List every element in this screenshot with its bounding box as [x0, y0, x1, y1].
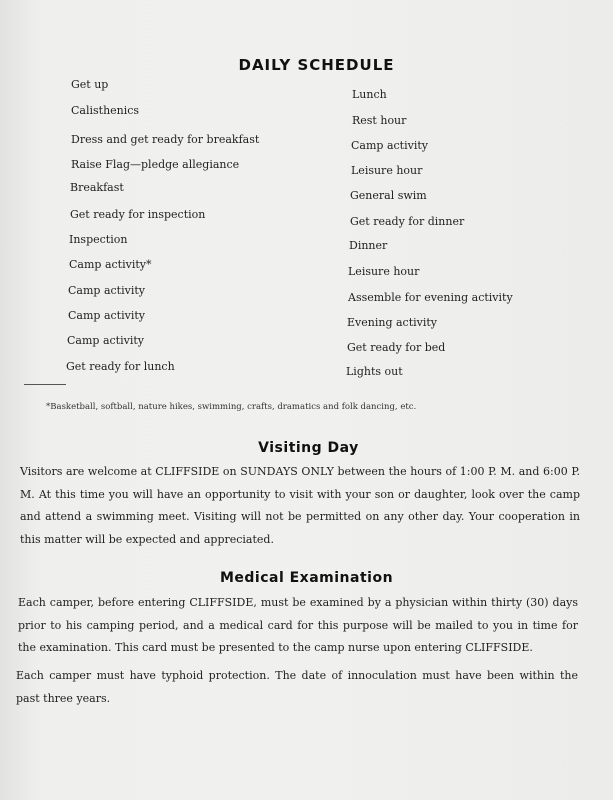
visiting-day-paragraph: Visitors are welcome at CLIFFSIDE on SUNDAYS ONLY between the hours of 1:00 P. M. and 6:00 P. M. At this time you will have an opportunity to visit with your son or daughter, look over the camp and attend a swimming meet. Visiting will not be permitted on any other day. Your cooperation in this matter will be expected and appreciated.: [20, 465, 580, 546]
schedule-left-item: Camp activity*: [69, 258, 152, 271]
schedule-left-item: Raise Flag—pledge allegiance: [71, 158, 240, 171]
daily-schedule-title: DAILY SCHEDULE: [238, 56, 395, 74]
schedule-right-item: Rest hour: [352, 114, 407, 127]
medical-paragraph-2: Each camper must have typhoid protection. The date of innoculation must have been within the past three years.: [16, 669, 578, 705]
medical-examination-title: Medical Examination: [219, 570, 394, 586]
schedule-left-item: Camp activity: [68, 309, 145, 322]
schedule-right-item: Leisure hour: [351, 164, 423, 177]
schedule-right-item: Evening activity: [347, 316, 438, 329]
schedule-right-item: Leisure hour: [348, 265, 420, 278]
schedule-left-item: Get up: [71, 78, 109, 91]
schedule-left-item: Breakfast: [70, 181, 124, 194]
visiting-day-title: Visiting Day: [258, 440, 359, 456]
schedule-right-item: Dinner: [349, 239, 388, 252]
schedule-right-item: Get ready for dinner: [350, 215, 465, 228]
schedule-footnote: *Basketball, softball, nature hikes, swimming, crafts, dramatics and folk dancing, etc.: [46, 402, 417, 412]
schedule-left-item: Camp activity: [67, 334, 144, 347]
medical-paragraph-1: Each camper, before entering CLIFFSIDE, must be examined by a physician within thirty (30) days prior to his camping period, and a medical card for this purpose will be mailed to you in time for the examination. This card must be presented to the camp nurse upon entering CLIFFSIDE.: [18, 596, 578, 654]
schedule-right-item: General swim: [350, 189, 427, 202]
schedule-left-item: Calisthenics: [71, 104, 140, 117]
schedule-left-item: Dress and get ready for breakfast: [71, 133, 260, 146]
schedule-right-item: Lunch: [352, 88, 387, 101]
schedule-left-item: Get ready for lunch: [66, 360, 175, 373]
schedule-right-item: Camp activity: [351, 139, 428, 152]
schedule-left-item: Get ready for inspection: [70, 208, 206, 221]
schedule-left-item: Inspection: [69, 233, 128, 246]
schedule-right-item: Get ready for bed: [347, 341, 446, 354]
schedule-right-item: Lights out: [346, 365, 403, 378]
footnote-divider: [24, 384, 66, 385]
schedule-right-item: Assemble for evening activity: [348, 291, 513, 304]
schedule-left-item: Camp activity: [68, 284, 145, 297]
